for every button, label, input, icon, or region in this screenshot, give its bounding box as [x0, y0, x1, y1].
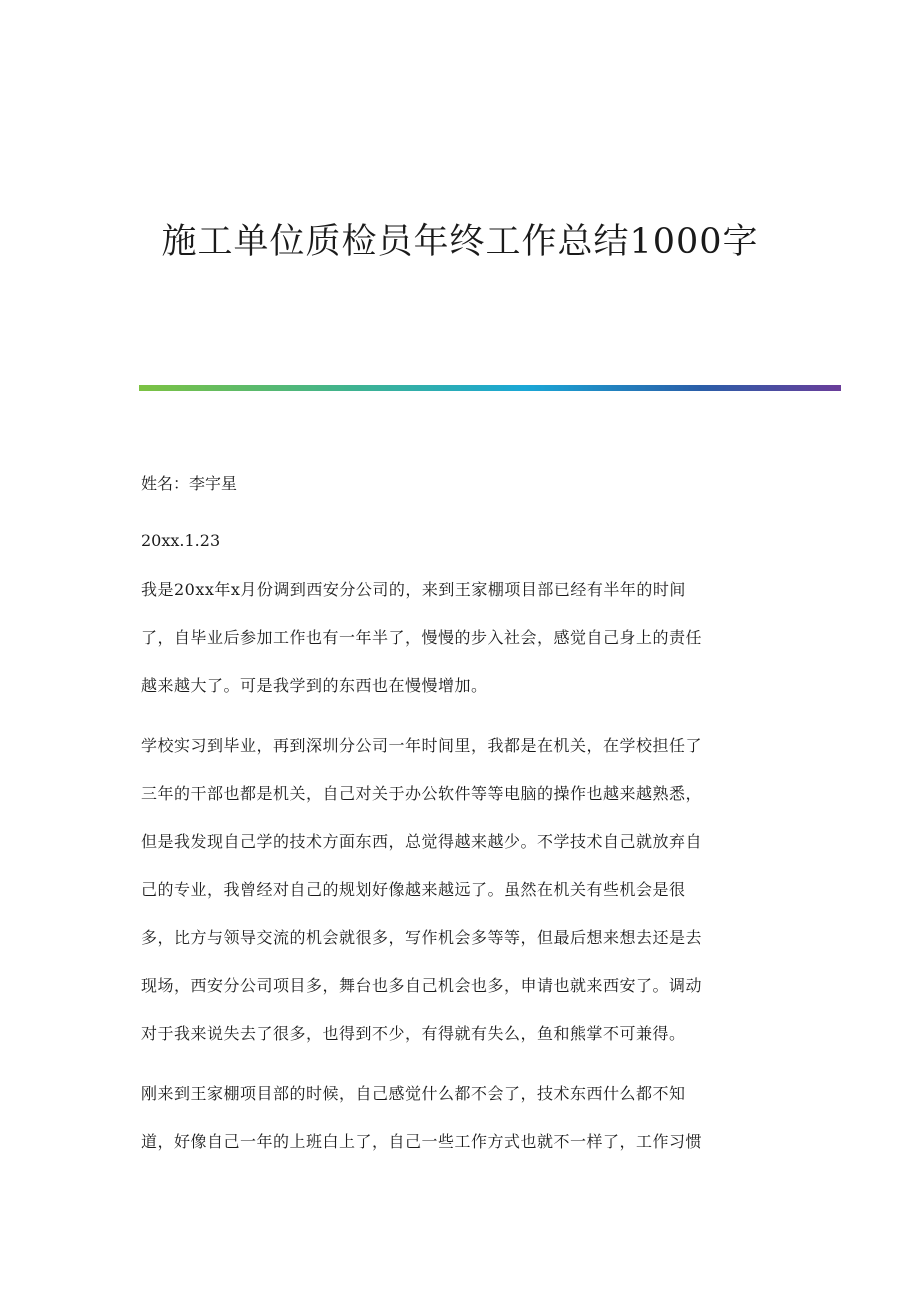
date-line: 20xx.1.23 — [141, 531, 221, 550]
paragraph-line: 现场，西安分公司项目多，舞台也多自己机会也多，申请也就来西安了。调动 — [141, 976, 703, 995]
title-divider — [139, 385, 841, 391]
paragraph-line: 三年的干部也都是机关，自己对关于办公软件等等电脑的操作也越来越熟悉， — [141, 784, 703, 803]
paragraph-line: 但是我发现自己学的技术方面东西，总觉得越来越少。不学技术自己就放弃自 — [141, 832, 703, 851]
paragraph — [141, 1082, 773, 1154]
author-line: 姓名：李宇星 — [141, 474, 238, 493]
paragraph-line: 学校实习到毕业，再到深圳分公司一年时间里，我都是在机关，在学校担任了 — [141, 736, 703, 755]
paragraph-line: 越来越大了。可是我学到的东西也在慢慢增加。 — [141, 676, 488, 695]
paragraph-line: 道，好像自己一年的上班白上了，自己一些工作方式也就不一样了，工作习惯 — [141, 1132, 703, 1151]
paragraph-line: 刚来到王家棚项目部的时候，自己感觉什么都不会了，技术东西什么都不知 — [141, 1084, 686, 1103]
paragraph — [141, 578, 773, 698]
paragraph-line: 我是20xx年x月份调到西安分公司的，来到王家棚项目部已经有半年的时间 — [141, 580, 686, 599]
paragraph-line: 己的专业，我曾经对自己的规划好像越来越远了。虽然在机关有些机会是很 — [141, 880, 686, 899]
paragraph-line: 多，比方与领导交流的机会就很多，写作机会多等等，但最后想来想去还是去 — [141, 928, 703, 947]
paragraph-line: 对于我来说失去了很多，也得到不少，有得就有失么，鱼和熊掌不可兼得。 — [141, 1024, 686, 1043]
document-title: 施工单位质检员年终工作总结1000字 — [161, 222, 759, 262]
document-body — [141, 578, 773, 1190]
paragraph-line: 了，自毕业后参加工作也有一年半了，慢慢的步入社会，感觉自己身上的责任 — [141, 628, 703, 647]
paragraph — [141, 734, 773, 1046]
